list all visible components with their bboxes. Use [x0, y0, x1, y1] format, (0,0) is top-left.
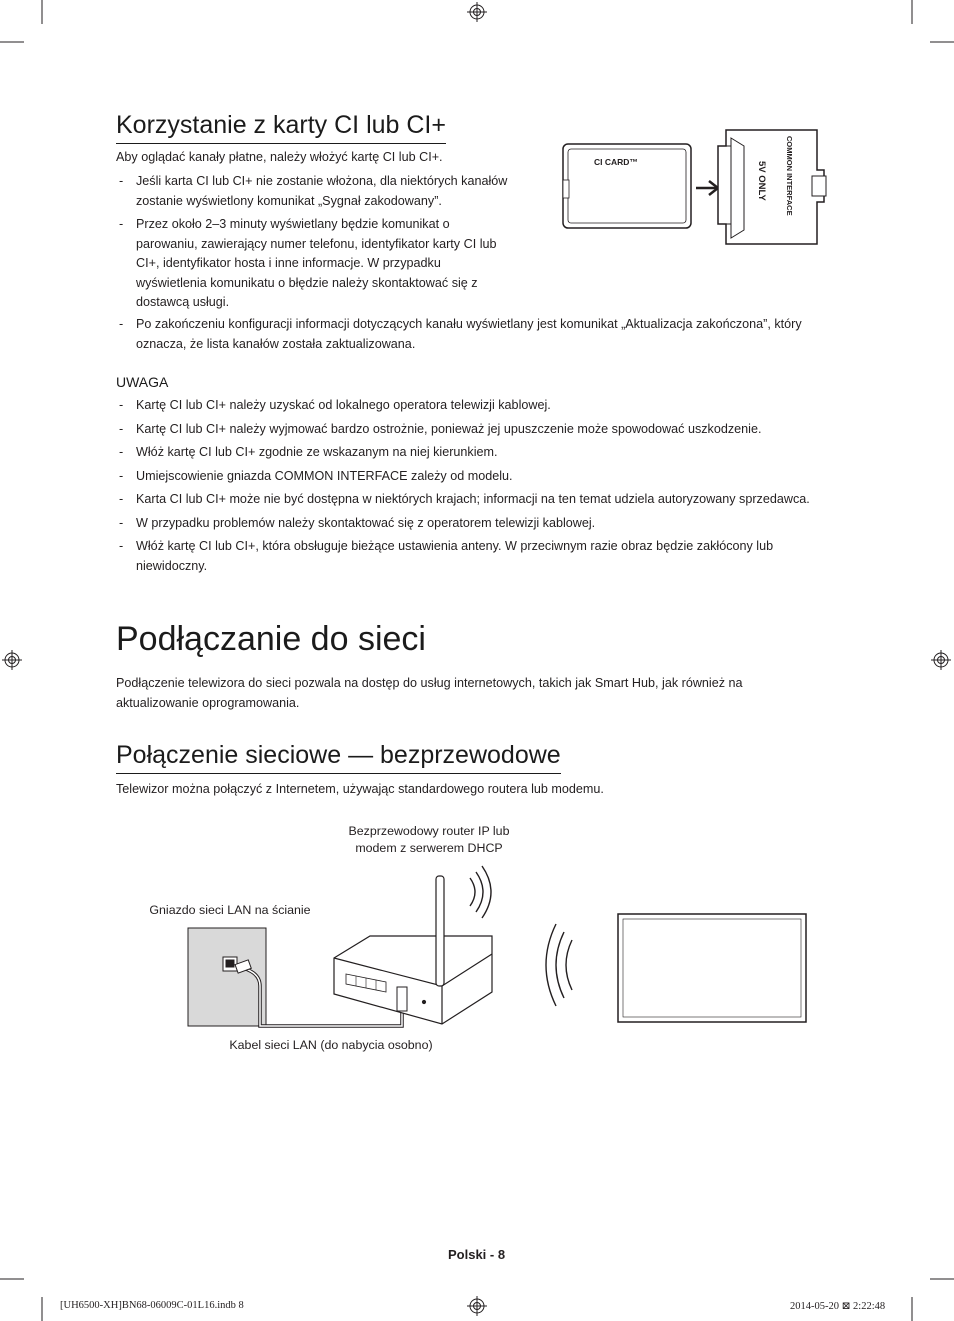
list-item: - Umiejscowienie gniazda COMMON INTERFACE zależy od modelu. [116, 467, 846, 487]
date-info: 2014-05-20 ⊠ 2:22:48 [790, 1301, 886, 1312]
list-item: - Kartę CI lub CI+ należy uzyskać od lokalnego operatora telewizji kablowej. [116, 396, 846, 416]
ci-card-intro: Aby oglądać kanały płatne, należy włożyć kartę CI lub CI+. [116, 150, 443, 164]
wall-socket-label: Gniazdo sieci LAN na ścianie [149, 903, 311, 917]
crosshair-icon [2, 650, 22, 670]
list-item: - Karta CI lub CI+ może nie być dostępna w niektórych krajach; informacji na ten temat udziela autoryzowany sprzedawca. [116, 490, 846, 510]
router-label-line-2: modem z serwerem DHCP [355, 841, 503, 855]
section-title-ci-card: Korzystanie z karty CI lub CI+ [116, 111, 446, 144]
section-title-wireless: Połączenie sieciowe — bezprzewodowe [116, 741, 561, 774]
wifi-waves-icon [546, 924, 572, 1006]
list-item: - Włóż kartę CI lub CI+, która obsługuje bieżące ustawienia anteny. W przeciwnym razie obraz będzie zakłócony lub niewidoczny. [116, 537, 826, 576]
lan-cable-label: Kabel sieci LAN (do nabycia osobno) [229, 1038, 433, 1052]
five-volt-label: 5V ONLY [756, 161, 767, 201]
list-item: - Kartę CI lub CI+ należy wyjmować bardzo ostrożnie, ponieważ jej upuszczenie może spowodować uszkodzenie. [116, 420, 846, 440]
list-item: - Jeśli karta CI lub CI+ nie zostanie włożona, dla niektórych kanałów zostanie wyświetlony komunikat „Sygnał zakodowany”. [116, 172, 526, 211]
network-intro: Podłączenie telewizora do sieci pozwala na dostęp do usług internetowych, takich jak Smart Hub, jak również na aktualizowanie oprogramowania. [116, 676, 743, 710]
router-label [320, 823, 538, 857]
list-item: - Przez około 2–3 minuty wyświetlany będzie komunikat o parowaniu, zawierający numer telefonu, identyfikator karty CI lub CI+, identyfikator hosta i inne informacje. W przypadku wyświetlenia komunikatu o błędzie należy skontaktować się z dostawcą usługi. [116, 215, 501, 313]
page-number: Polski - 8 [448, 1247, 506, 1262]
crosshair-icon [467, 2, 487, 22]
note-title: UWAGA [116, 374, 169, 390]
page-title-network: Podłączanie do sieci [116, 620, 426, 658]
ci-card-bullets-wide [116, 315, 846, 358]
router-antenna [436, 876, 444, 986]
arrow-right-icon [696, 181, 718, 195]
crosshair-icon [931, 650, 951, 670]
ci-card-bullets [116, 172, 526, 317]
list-item: - W przypadku problemów należy skontaktować się z operatorem telewizji kablowej. [116, 514, 846, 534]
crosshair-icon [467, 1296, 487, 1316]
router-label-line-1: Bezprzewodowy router IP lub [348, 824, 510, 838]
file-info: [UH6500-XH]BN68-06009C-01L16.indb 8 [60, 1300, 244, 1311]
list-item: - Po zakończeniu konfiguracji informacji dotyczących kanału wyświetlany jest komunikat „Aktualizacja zakończona”, który oznacza, że lista kanałów została zaktualizowana. [116, 315, 846, 354]
ci-card-insertion-figure [560, 124, 850, 250]
list-item: - Włóż kartę CI lub CI+ zgodnie ze wskazanym na niej kierunkiem. [116, 443, 846, 463]
wall-panel [188, 928, 266, 1026]
wireless-intro: Telewizor można połączyć z Internetem, używając standardowego routera lub modemu. [116, 782, 604, 796]
television [618, 914, 806, 1022]
common-interface-slot [718, 130, 826, 244]
lan-wall-socket-icon [223, 957, 237, 971]
ci-card-label: CI CARD™ [594, 157, 638, 167]
common-interface-label: COMMON INTERFACE [785, 136, 794, 216]
wireless-network-diagram [180, 862, 820, 1034]
note-list [116, 396, 846, 580]
router [334, 936, 492, 1024]
wifi-waves-icon [470, 866, 491, 918]
